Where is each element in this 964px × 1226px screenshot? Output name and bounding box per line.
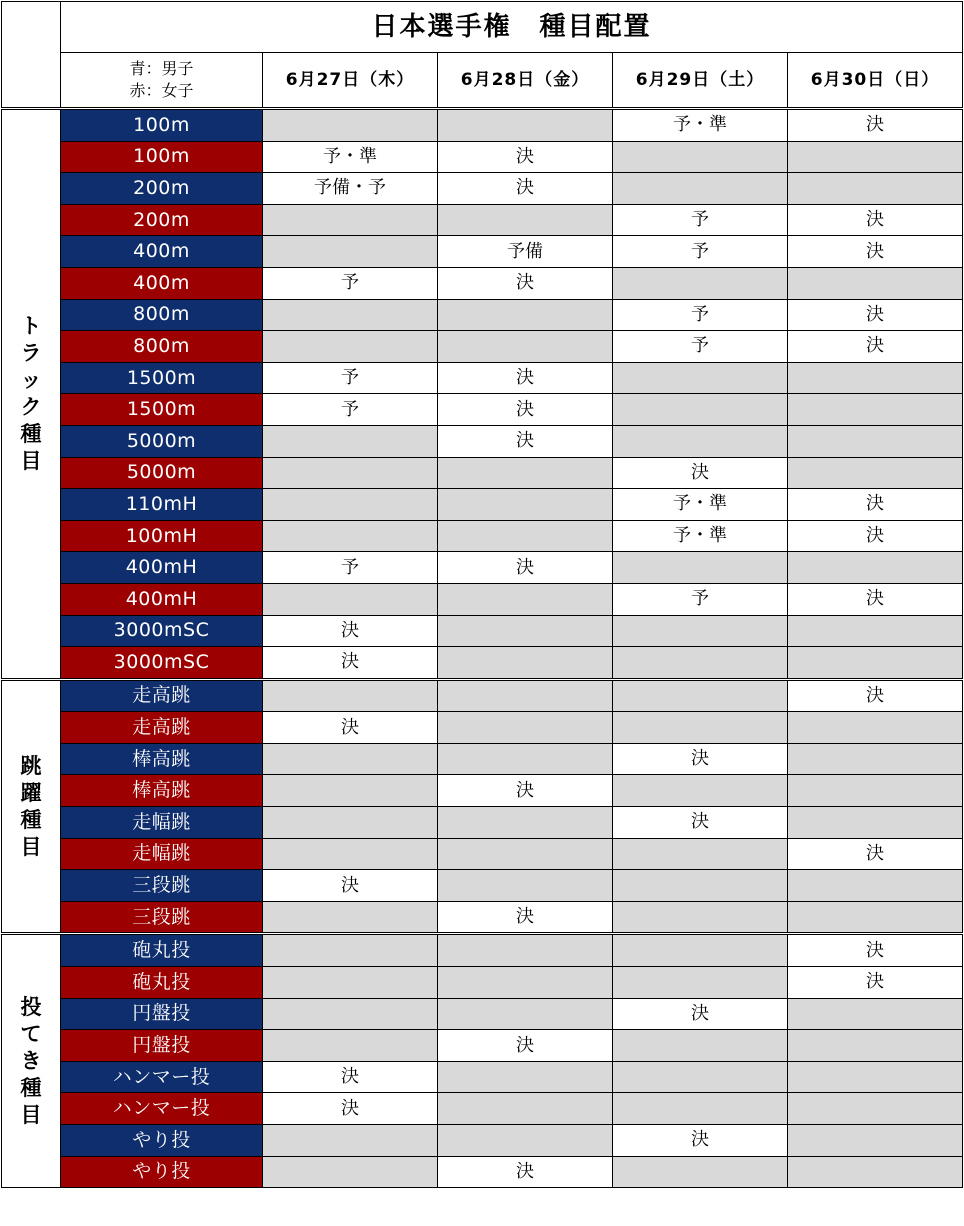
schedule-cell-day-1 <box>263 1156 438 1188</box>
schedule-cell-day-3 <box>613 647 788 680</box>
event-name-women: 三段跳 <box>61 901 263 934</box>
legend-cell <box>61 53 263 109</box>
schedule-cell-day-1 <box>263 743 438 775</box>
schedule-cell-day-4: 決 <box>788 236 963 268</box>
schedule-cell-day-3: 予 <box>613 299 788 331</box>
schedule-cell-day-1 <box>263 489 438 521</box>
corner-cell <box>2 2 61 109</box>
schedule-cell-day-1: 決 <box>263 712 438 744</box>
schedule-cell-day-1: 予 <box>263 394 438 426</box>
event-name-men: 棒高跳 <box>61 743 263 775</box>
schedule-cell-day-4: 決 <box>788 520 963 552</box>
schedule-cell-day-1: 決 <box>263 647 438 680</box>
event-row <box>2 362 963 394</box>
schedule-cell-day-3: 予・準 <box>613 109 788 142</box>
schedule-cell-day-3 <box>613 1156 788 1188</box>
schedule-cell-day-4 <box>788 1156 963 1188</box>
schedule-cell-day-3: 予 <box>613 331 788 363</box>
event-row <box>2 901 963 934</box>
event-name-men: 砲丸投 <box>61 934 263 967</box>
schedule-cell-day-4 <box>788 743 963 775</box>
schedule-cell-day-2 <box>438 838 613 870</box>
legend-men: 青：男子 <box>129 59 194 78</box>
schedule-cell-day-2 <box>438 967 613 999</box>
event-row <box>2 998 963 1030</box>
category-cell: ト ラ ッ ク 種 目 <box>2 109 61 680</box>
schedule-cell-day-1 <box>263 1125 438 1157</box>
schedule-cell-day-4 <box>788 807 963 839</box>
schedule-cell-day-3 <box>613 1093 788 1125</box>
event-row <box>2 204 963 236</box>
event-name-men: 3000mSC <box>61 615 263 647</box>
event-row <box>2 775 963 807</box>
event-name-women: ハンマー投 <box>61 1093 263 1125</box>
schedule-cell-day-3: 予・準 <box>613 520 788 552</box>
event-name-women: 走高跳 <box>61 712 263 744</box>
event-row <box>2 615 963 647</box>
event-row <box>2 583 963 615</box>
schedule-cell-day-4 <box>788 552 963 584</box>
schedule-cell-day-3 <box>613 267 788 299</box>
event-row <box>2 457 963 489</box>
schedule-cell-day-1: 予備・予 <box>263 173 438 205</box>
schedule-table <box>1 1 963 1188</box>
schedule-cell-day-2 <box>438 615 613 647</box>
event-name-men: 200m <box>61 173 263 205</box>
schedule-cell-day-1: 予・準 <box>263 141 438 173</box>
event-name-men: 走幅跳 <box>61 807 263 839</box>
event-row <box>2 679 963 712</box>
schedule-cell-day-4 <box>788 647 963 680</box>
schedule-cell-day-1 <box>263 109 438 142</box>
schedule-cell-day-4 <box>788 362 963 394</box>
event-row <box>2 967 963 999</box>
event-row <box>2 1061 963 1093</box>
schedule-cell-day-2 <box>438 457 613 489</box>
schedule-cell-day-1 <box>263 425 438 457</box>
schedule-cell-day-2 <box>438 583 613 615</box>
event-row <box>2 331 963 363</box>
date-header-3: 6月29日（土） <box>613 53 788 109</box>
schedule-cell-day-1 <box>263 457 438 489</box>
schedule-cell-day-2 <box>438 870 613 902</box>
category-cell: 投 て き 種 目 <box>2 934 61 1188</box>
schedule-cell-day-1: 予 <box>263 267 438 299</box>
schedule-cell-day-2: 予備 <box>438 236 613 268</box>
schedule-cell-day-3 <box>613 967 788 999</box>
event-row <box>2 425 963 457</box>
schedule-cell-day-2 <box>438 712 613 744</box>
event-name-women: 1500m <box>61 394 263 426</box>
schedule-cell-day-3 <box>613 870 788 902</box>
page-title: 日本選手権 種目配置 <box>61 2 963 53</box>
schedule-cell-day-2 <box>438 204 613 236</box>
event-name-men: 100m <box>61 109 263 142</box>
event-row <box>2 173 963 205</box>
schedule-cell-day-1 <box>263 1030 438 1062</box>
event-name-men: ハンマー投 <box>61 1061 263 1093</box>
event-row <box>2 647 963 680</box>
date-header-4: 6月30日（日） <box>788 53 963 109</box>
schedule-cell-day-1 <box>263 838 438 870</box>
schedule-cell-day-3 <box>613 775 788 807</box>
schedule-cell-day-3 <box>613 1061 788 1093</box>
event-row <box>2 838 963 870</box>
schedule-cell-day-4 <box>788 173 963 205</box>
schedule-cell-day-4: 決 <box>788 109 963 142</box>
schedule-cell-day-1: 決 <box>263 870 438 902</box>
event-name-men: 400mH <box>61 552 263 584</box>
schedule-cell-day-3 <box>613 173 788 205</box>
event-row <box>2 394 963 426</box>
event-name-men: 800m <box>61 299 263 331</box>
schedule-cell-day-2 <box>438 109 613 142</box>
schedule-cell-day-2: 決 <box>438 425 613 457</box>
event-row <box>2 743 963 775</box>
event-name-women: 円盤投 <box>61 1030 263 1062</box>
event-name-men: 走高跳 <box>61 679 263 712</box>
schedule-cell-day-2: 決 <box>438 901 613 934</box>
schedule-cell-day-3 <box>613 1030 788 1062</box>
schedule-cell-day-3 <box>613 552 788 584</box>
event-row <box>2 109 963 142</box>
event-name-men: 110mH <box>61 489 263 521</box>
schedule-cell-day-3: 決 <box>613 743 788 775</box>
schedule-cell-day-4 <box>788 141 963 173</box>
event-name-men: 1500m <box>61 362 263 394</box>
header-row <box>2 53 963 109</box>
event-row <box>2 552 963 584</box>
schedule-cell-day-4 <box>788 615 963 647</box>
schedule-cell-day-4 <box>788 267 963 299</box>
schedule-cell-day-4: 決 <box>788 489 963 521</box>
schedule-cell-day-1 <box>263 967 438 999</box>
legend-women: 赤：女子 <box>129 81 194 100</box>
schedule-cell-day-2 <box>438 1093 613 1125</box>
event-name-women: 砲丸投 <box>61 967 263 999</box>
schedule-cell-day-2 <box>438 299 613 331</box>
schedule-cell-day-4 <box>788 775 963 807</box>
schedule-cell-day-4: 決 <box>788 967 963 999</box>
schedule-cell-day-2: 決 <box>438 362 613 394</box>
schedule-cell-day-1 <box>263 204 438 236</box>
event-row <box>2 870 963 902</box>
event-name-women: 3000mSC <box>61 647 263 680</box>
schedule-cell-day-4 <box>788 870 963 902</box>
schedule-cell-day-3 <box>613 712 788 744</box>
event-name-women: 走幅跳 <box>61 838 263 870</box>
event-name-women: 400mH <box>61 583 263 615</box>
event-row <box>2 934 963 967</box>
schedule-cell-day-4: 決 <box>788 583 963 615</box>
event-name-women: 200m <box>61 204 263 236</box>
schedule-cell-day-4: 決 <box>788 838 963 870</box>
schedule-cell-day-3 <box>613 679 788 712</box>
schedule-cell-day-4 <box>788 1030 963 1062</box>
schedule-cell-day-4 <box>788 394 963 426</box>
schedule-cell-day-1 <box>263 901 438 934</box>
event-row <box>2 267 963 299</box>
schedule-cell-day-3 <box>613 394 788 426</box>
schedule-cell-day-3 <box>613 615 788 647</box>
event-name-men: 円盤投 <box>61 998 263 1030</box>
event-name-men: やり投 <box>61 1125 263 1157</box>
event-name-women: 400m <box>61 267 263 299</box>
schedule-cell-day-4 <box>788 712 963 744</box>
schedule-body <box>2 2 963 1188</box>
schedule-cell-day-4 <box>788 457 963 489</box>
date-header-1: 6月27日（木） <box>263 53 438 109</box>
event-row <box>2 712 963 744</box>
event-name-women: 100m <box>61 141 263 173</box>
schedule-cell-day-2 <box>438 934 613 967</box>
event-row <box>2 1156 963 1188</box>
event-row <box>2 1125 963 1157</box>
event-row <box>2 236 963 268</box>
schedule-cell-day-2 <box>438 743 613 775</box>
schedule-cell-day-3 <box>613 934 788 967</box>
event-row <box>2 807 963 839</box>
schedule-cell-day-1: 予 <box>263 552 438 584</box>
category-cell: 跳 躍 種 目 <box>2 679 61 934</box>
schedule-cell-day-3 <box>613 901 788 934</box>
schedule-cell-day-2 <box>438 1125 613 1157</box>
event-row <box>2 489 963 521</box>
schedule-cell-day-2: 決 <box>438 394 613 426</box>
event-name-women: 100mH <box>61 520 263 552</box>
event-row <box>2 520 963 552</box>
schedule-cell-day-2: 決 <box>438 775 613 807</box>
schedule-cell-day-2 <box>438 331 613 363</box>
schedule-cell-day-3: 予 <box>613 583 788 615</box>
event-row <box>2 299 963 331</box>
schedule-cell-day-2: 決 <box>438 1030 613 1062</box>
schedule-cell-day-3: 決 <box>613 457 788 489</box>
schedule-cell-day-4 <box>788 1061 963 1093</box>
schedule-cell-day-4: 決 <box>788 679 963 712</box>
schedule-cell-day-4: 決 <box>788 299 963 331</box>
schedule-cell-day-4: 決 <box>788 934 963 967</box>
schedule-cell-day-1: 決 <box>263 615 438 647</box>
event-name-women: やり投 <box>61 1156 263 1188</box>
schedule-cell-day-1 <box>263 775 438 807</box>
schedule-cell-day-3: 予・準 <box>613 489 788 521</box>
event-name-women: 5000m <box>61 457 263 489</box>
schedule-cell-day-1 <box>263 807 438 839</box>
schedule-cell-day-4: 決 <box>788 204 963 236</box>
event-name-men: 5000m <box>61 425 263 457</box>
schedule-cell-day-2 <box>438 998 613 1030</box>
schedule-cell-day-1 <box>263 998 438 1030</box>
event-row <box>2 1093 963 1125</box>
schedule-cell-day-3 <box>613 838 788 870</box>
schedule-cell-day-1 <box>263 679 438 712</box>
schedule-cell-day-4 <box>788 1093 963 1125</box>
schedule-cell-day-3 <box>613 141 788 173</box>
schedule-cell-day-4: 決 <box>788 331 963 363</box>
schedule-cell-day-1: 決 <box>263 1061 438 1093</box>
schedule-cell-day-1 <box>263 331 438 363</box>
schedule-cell-day-2 <box>438 679 613 712</box>
schedule-cell-day-1 <box>263 236 438 268</box>
schedule-cell-day-2 <box>438 807 613 839</box>
schedule-cell-day-3 <box>613 425 788 457</box>
event-name-men: 三段跳 <box>61 870 263 902</box>
schedule-cell-day-3 <box>613 362 788 394</box>
schedule-cell-day-4 <box>788 1125 963 1157</box>
event-row <box>2 1030 963 1062</box>
schedule-cell-day-3: 決 <box>613 807 788 839</box>
schedule-cell-day-1 <box>263 520 438 552</box>
schedule-cell-day-3: 予 <box>613 204 788 236</box>
schedule-cell-day-3: 決 <box>613 1125 788 1157</box>
schedule-cell-day-4 <box>788 425 963 457</box>
schedule-cell-day-4 <box>788 998 963 1030</box>
schedule-cell-day-2: 決 <box>438 1156 613 1188</box>
schedule-cell-day-1 <box>263 299 438 331</box>
schedule-cell-day-1 <box>263 583 438 615</box>
schedule-cell-day-3: 決 <box>613 998 788 1030</box>
schedule-cell-day-2 <box>438 647 613 680</box>
schedule-cell-day-2: 決 <box>438 552 613 584</box>
schedule-cell-day-3: 予 <box>613 236 788 268</box>
schedule-cell-day-2: 決 <box>438 173 613 205</box>
schedule-cell-day-2 <box>438 520 613 552</box>
schedule-cell-day-2 <box>438 1061 613 1093</box>
schedule-cell-day-4 <box>788 901 963 934</box>
schedule-cell-day-2: 決 <box>438 141 613 173</box>
event-name-men: 400m <box>61 236 263 268</box>
schedule-cell-day-2 <box>438 489 613 521</box>
schedule-cell-day-1: 予 <box>263 362 438 394</box>
schedule-cell-day-1 <box>263 934 438 967</box>
schedule-cell-day-1: 決 <box>263 1093 438 1125</box>
schedule-cell-day-2: 決 <box>438 267 613 299</box>
event-name-women: 棒高跳 <box>61 775 263 807</box>
title-row <box>2 2 963 53</box>
event-name-women: 800m <box>61 331 263 363</box>
event-row <box>2 141 963 173</box>
date-header-2: 6月28日（金） <box>438 53 613 109</box>
